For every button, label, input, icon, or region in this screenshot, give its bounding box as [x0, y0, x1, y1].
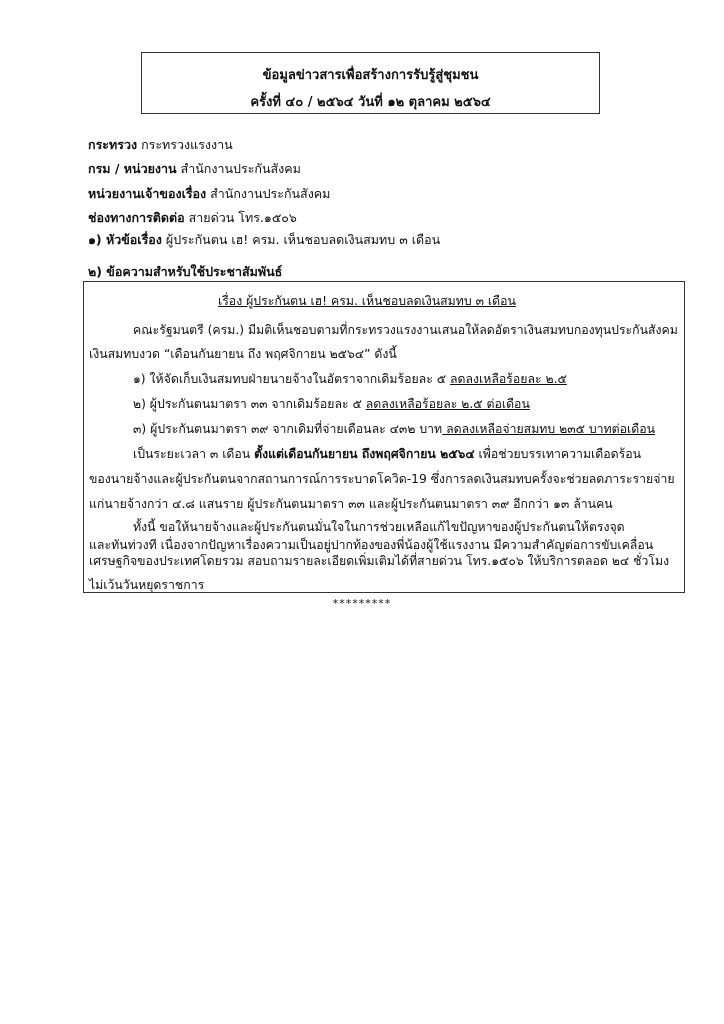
item-2-text: ๒) ผู้ประกันตนมาตรา ๓๓ จากเดิมร้อยละ ๕	[133, 397, 366, 411]
meta-ministry	[88, 133, 330, 157]
meta-dept-label: กรม / หน่วยงาน	[88, 161, 177, 177]
p2-text-a: เป็นระยะเวลา ๓ เดือน	[133, 447, 255, 461]
meta-owner-value: สำนักงานประกันสังคม	[210, 185, 331, 201]
section-1-label: ๑) หัวข้อเรื่อง	[88, 232, 162, 247]
article-p2-line3: แก่นายจ้างกว่า ๔.๘ แสนราย ผู้ประกันตนมาตรา ๓๓ และผู้ประกันตนมาตรา ๓๙ อีกกว่า ๑๓ ล้านคน	[89, 497, 613, 511]
meta-dept	[88, 157, 330, 181]
meta-dept-value: สำนักงานประกันสังคม	[180, 161, 301, 177]
meta-owner	[88, 182, 330, 206]
section-2-label: ๒) ข้อความสำหรับใช้ประชาสัมพันธ์	[88, 264, 283, 279]
item-1-text: ๑) ให้จัดเก็บเงินสมทบฝ่ายนายจ้างในอัตราจากเดิมร้อยละ ๕	[133, 372, 450, 386]
item-3-text: ๓) ผู้ประกันตนมาตรา ๓๙ จากเดิมที่จ่ายเดือนละ ๔๓๒ บาท	[133, 422, 443, 436]
section-1-topic	[88, 230, 440, 250]
p2-text-c: เพื่อช่วยบรรเทาความเดือดร้อน	[474, 447, 642, 461]
article-item-2	[133, 395, 530, 414]
press-release-box	[83, 281, 685, 593]
article-p1-line2: เงินสมทบงวด “เดือนกันยายน ถึง พฤศจิกายน ๒๕๖๔” ดังนี้	[89, 347, 397, 361]
article-p1-line1: คณะรัฐมนตรี (ครม.) มีมติเห็นชอบตามที่กระทรวงแรงงานเสนอให้ลดอัตราเงินสมทบกองทุนประกันสังคม	[133, 323, 678, 337]
p2-period: ตั้งแต่เดือนกันยายน ถึงพฤศจิกายน ๒๕๖๔	[254, 447, 475, 461]
header-title: ข้อมูลข่าวสารเพื่อสร้างการรับรู้สู่ชุมชน	[262, 68, 479, 83]
header-box	[141, 52, 600, 114]
article-item-3	[133, 420, 655, 439]
article-item-1	[133, 370, 567, 389]
meta-contact-label: ช่องทางการติดต่อ	[88, 209, 185, 225]
meta-ministry-value: กระทรวงแรงงาน	[141, 137, 233, 152]
item-3-highlight: ลดลงเหลือจ่ายสมทบ ๒๓๕ บาทต่อเดือน	[442, 422, 656, 436]
article-title: เรื่อง ผู้ประกันตน เฮ! ครม. เห็นชอบลดเงินสมทบ ๓ เดือน	[218, 294, 516, 308]
header-issue-date: ครั้งที่ ๔๐ / ๒๕๖๔ วันที่ ๑๒ ตุลาคม ๒๕๖๔	[250, 95, 491, 110]
meta-ministry-label: กระทรวง	[88, 137, 138, 152]
meta-info	[88, 133, 330, 230]
article-p3-line4: ไม่เว้นวันหยุดราชการ	[89, 578, 205, 592]
item-1-highlight: ลดลงเหลือร้อยละ ๒.๕	[449, 372, 567, 386]
article-p2-line1	[133, 445, 641, 464]
end-marker: *********	[332, 597, 392, 610]
article-p3-line2: และทันท่วงที เนื่องจากปัญหาเรื่องความเป็นอยู่ปากท้องของพี่น้องผู้ใช้แรงงาน มีความสำคัญต่อการขับเคลื่อน	[89, 538, 654, 552]
section-1-value: ผู้ประกันตน เฮ! ครม. เห็นชอบลดเงินสมทบ ๓ เดือน	[165, 232, 441, 247]
article-p3-line3: เศรษฐกิจของประเทศโดยรวม สอบถามรายละเอียดเพิ่มเติมได้ที่สายด่วน โทร.๑๕๐๖ ให้บริการตลอด ๒๔ ชั่วโมง	[89, 554, 670, 568]
meta-contact-value: สายด่วน โทร.๑๕๐๖	[188, 209, 297, 225]
meta-owner-label: หน่วยงานเจ้าของเรื่อง	[88, 185, 207, 201]
meta-contact	[88, 206, 330, 230]
item-2-highlight: ลดลงเหลือร้อยละ ๒.๕ ต่อเดือน	[365, 397, 530, 411]
article-p3-line1: ทั้งนี้ ขอให้นายจ้างและผู้ประกันตนมั่นใจในการช่วยเหลือแก้ไขปัญหาของผู้ประกันตนให้ตรงจุด	[133, 520, 625, 534]
article-p2-line2: ของนายจ้างและผู้ประกันตนจากสถานการณ์การระบาดโควิด-19 ซึ่งการลดเงินสมทบครั้งจะช่วยลดภาระรายจ่าย	[89, 472, 675, 486]
